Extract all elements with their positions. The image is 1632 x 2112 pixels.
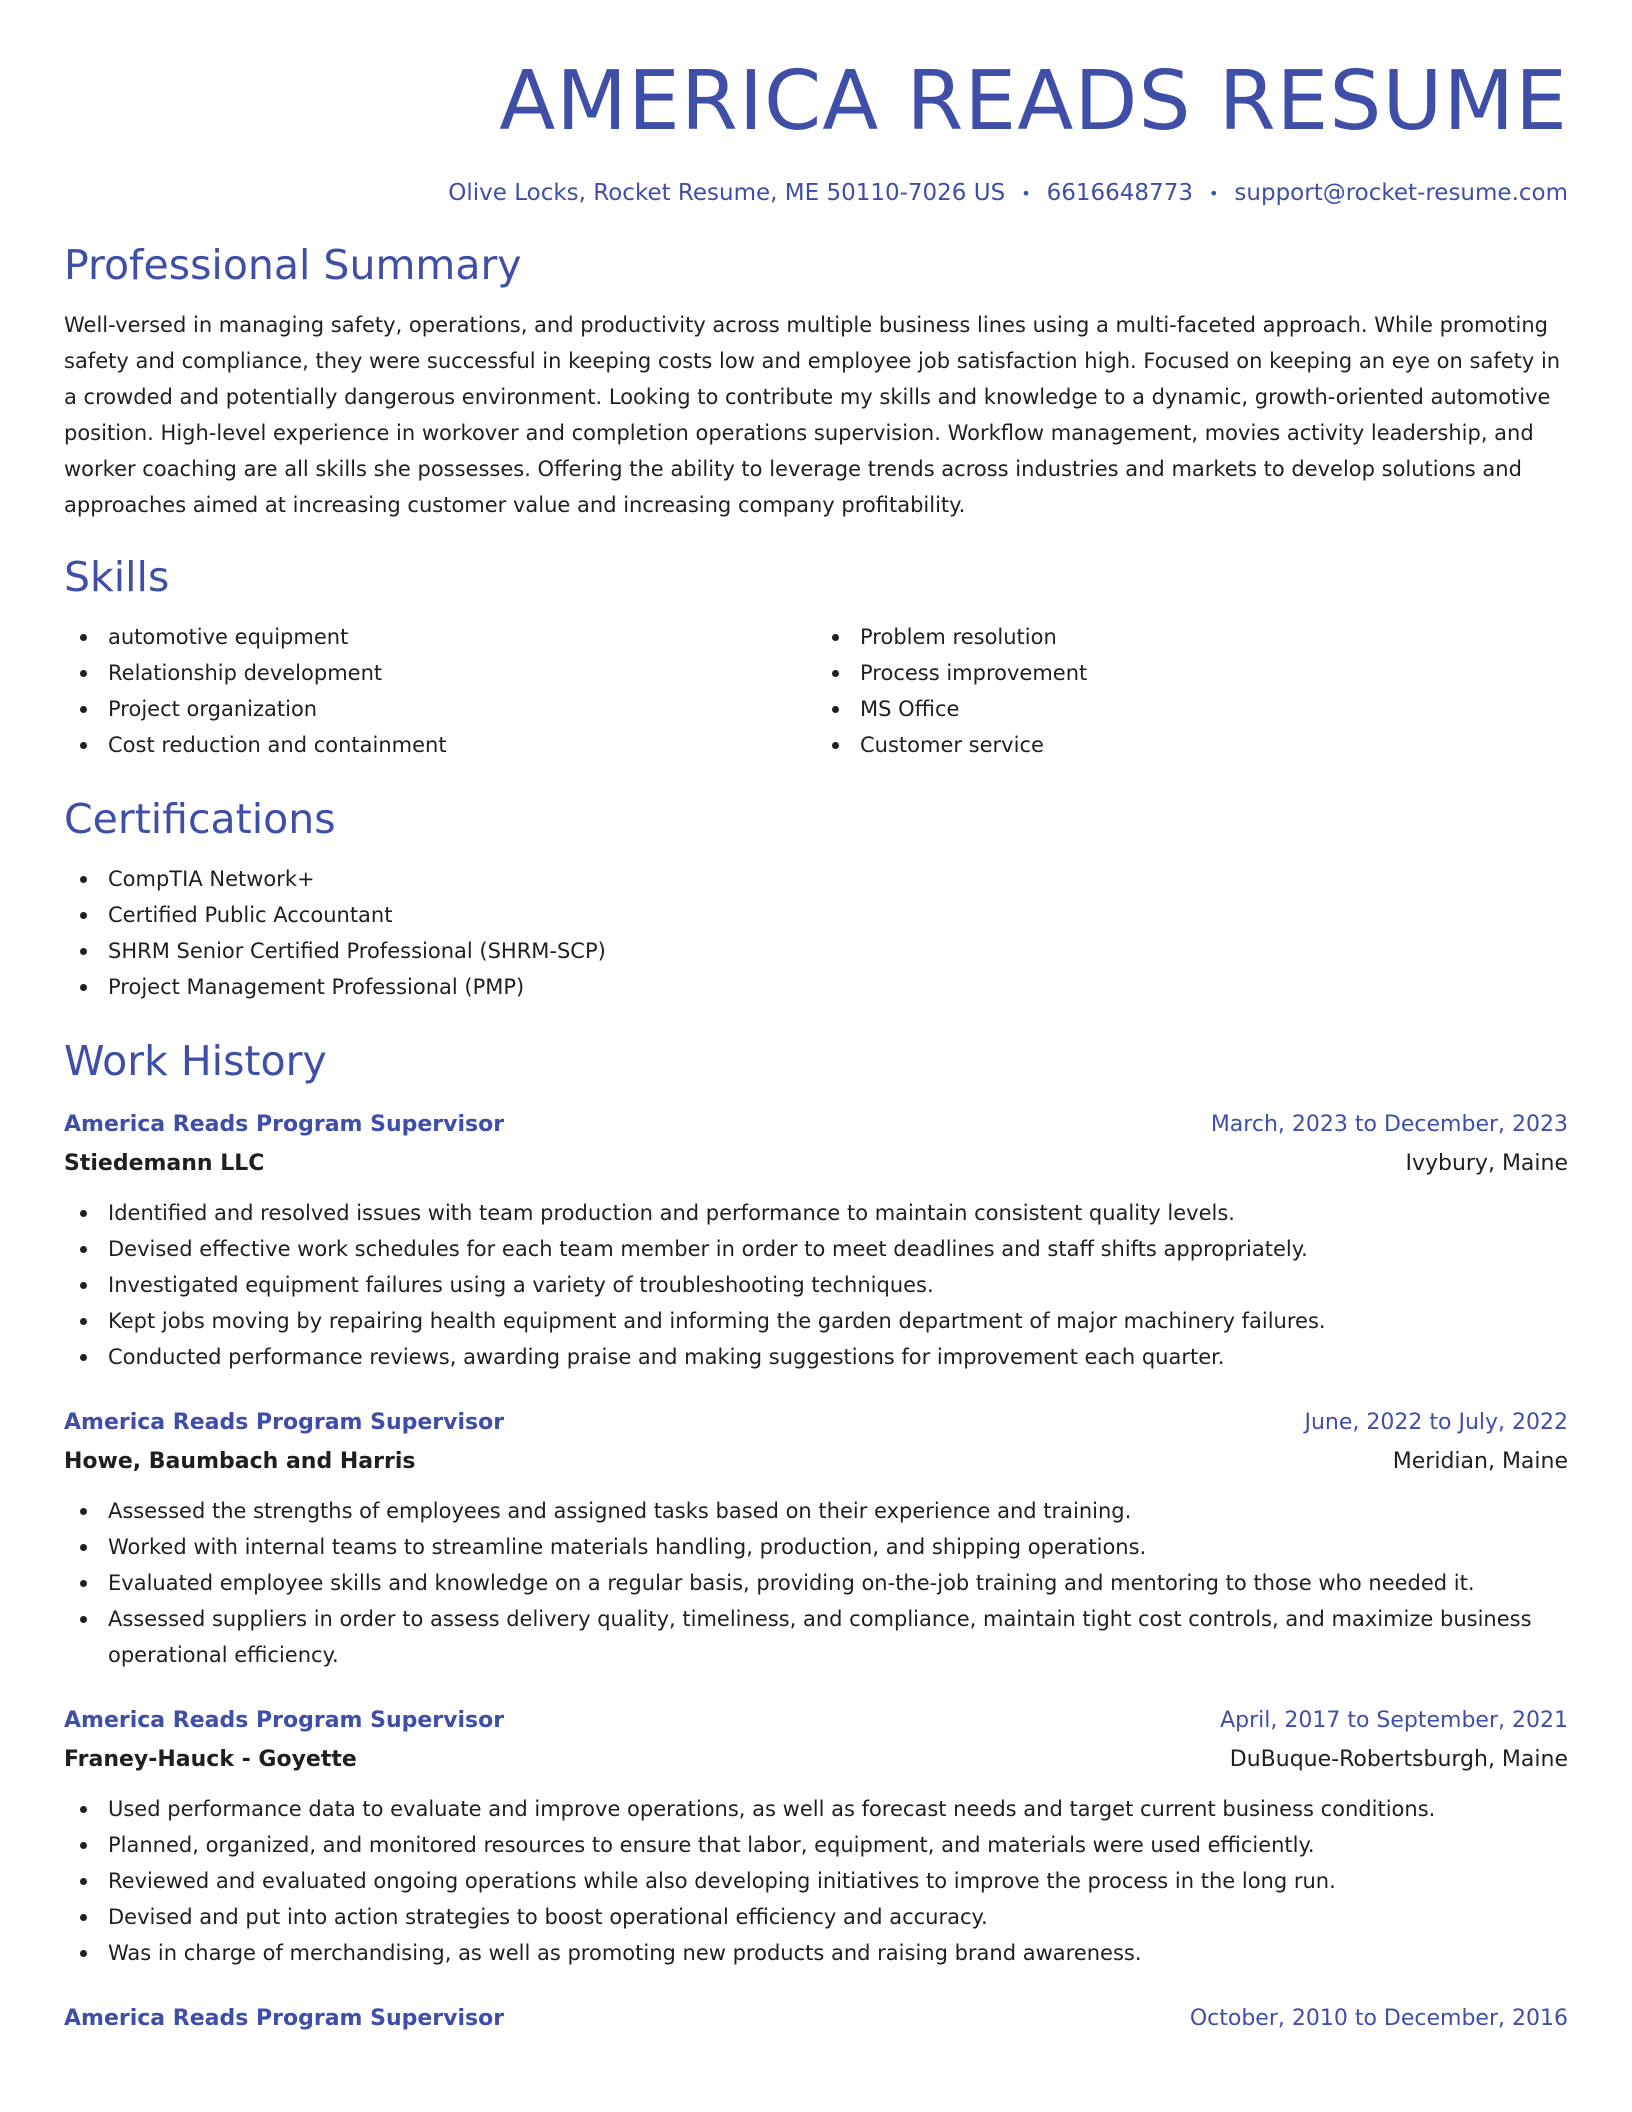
job-bullet: Identified and resolved issues with team production and performance to maintain consistent quality levels. xyxy=(108,1195,1568,1231)
job-bullet: Conducted performance reviews, awarding praise and making suggestions for improvement each quarter. xyxy=(108,1339,1568,1375)
contact-phone: 6616648773 xyxy=(1046,180,1193,206)
job-bullet: Planned, organized, and monitored resources to ensure that labor, equipment, and materials were used efficiently. xyxy=(108,1827,1568,1863)
job-bullet: Used performance data to evaluate and improve operations, as well as forecast needs and target current business conditions. xyxy=(108,1791,1568,1827)
job-title-row xyxy=(64,2001,1568,2037)
job-entry xyxy=(64,1107,1568,1375)
job-company-row xyxy=(64,1143,1568,1185)
skills-columns xyxy=(64,619,1568,763)
job-company: Howe, Baumbach and Harris xyxy=(64,1448,416,1474)
job-entry xyxy=(64,1405,1568,1673)
summary-heading: Professional Summary xyxy=(64,240,522,289)
job-entry xyxy=(64,1703,1568,1971)
certification-item: Certified Public Accountant xyxy=(108,897,1568,933)
job-bullet: Evaluated employee skills and knowledge on a regular basis, providing on-the-job training and mentoring to those who needed it. xyxy=(108,1565,1568,1601)
job-title-row xyxy=(64,1703,1568,1739)
job-dates: April, 2017 to September, 2021 xyxy=(1220,1707,1568,1733)
skill-item: Project organization xyxy=(108,691,816,727)
skill-item: Relationship development xyxy=(108,655,816,691)
resume-page xyxy=(64,0,1568,2037)
skill-item: Customer service xyxy=(860,727,1568,763)
job-title: America Reads Program Supervisor xyxy=(64,1409,505,1435)
job-bullet: Worked with internal teams to streamline materials handling, production, and shipping operations. xyxy=(108,1529,1568,1565)
skill-item: automotive equipment xyxy=(108,619,816,655)
skill-item: MS Office xyxy=(860,691,1568,727)
job-bullets xyxy=(64,1493,1568,1673)
job-bullets xyxy=(64,1791,1568,1971)
job-company: Stiedemann LLC xyxy=(64,1150,265,1176)
job-bullet: Reviewed and evaluated ongoing operations while also developing initiatives to improve the process in the long run. xyxy=(108,1863,1568,1899)
certification-item: SHRM Senior Certified Professional (SHRM-SCP) xyxy=(108,933,1568,969)
certifications-heading: Certifications xyxy=(64,794,336,843)
job-company-row xyxy=(64,1441,1568,1483)
job-location: DuBuque-Robertsburgh, Maine xyxy=(1229,1746,1568,1772)
job-bullet: Assessed the strengths of employees and assigned tasks based on their experience and training. xyxy=(108,1493,1568,1529)
resume-header xyxy=(64,0,1568,209)
job-dates: June, 2022 to July, 2022 xyxy=(1304,1409,1568,1435)
skill-item: Problem resolution xyxy=(860,619,1568,655)
certification-item: Project Management Professional (PMP) xyxy=(108,969,1568,1005)
skills-list-left xyxy=(64,619,816,763)
certifications-list xyxy=(64,861,1568,1005)
summary-text: Well-versed in managing safety, operations, and productivity across multiple business lines using a multi-faceted approach. While promoting safety and compliance, they were successful in keeping costs low and employee job satisfaction high. Focused on keeping an eye on safety in a crowded and potentially dangerous environment. Looking to contribute my skills and knowledge to a dynamic, growth-oriented automotive position. High-level experience in workover and completion operations supervision. Workflow management, movies activity leadership, and worker coaching are all skills she possesses. Offering the ability to leverage trends across industries and markets to develop solutions and approaches aimed at increasing customer value and increasing company profitability. xyxy=(64,312,1561,517)
job-bullet: Was in charge of merchandising, as well as promoting new products and raising brand awareness. xyxy=(108,1935,1568,1971)
job-bullet: Investigated equipment failures using a variety of troubleshooting techniques. xyxy=(108,1267,1568,1303)
contact-separator: • xyxy=(1208,183,1219,203)
job-title-row xyxy=(64,1405,1568,1441)
resume-name: AMERICA READS RESUME xyxy=(499,54,1568,149)
job-company-row xyxy=(64,1739,1568,1781)
job-title-row xyxy=(64,1107,1568,1143)
job-title: America Reads Program Supervisor xyxy=(64,1111,505,1137)
certification-item: CompTIA Network+ xyxy=(108,861,1568,897)
job-bullets xyxy=(64,1195,1568,1375)
job-bullet: Devised effective work schedules for each team member in order to meet deadlines and staff shifts appropriately. xyxy=(108,1231,1568,1267)
contact-email[interactable]: support@rocket-resume.com xyxy=(1234,180,1568,206)
job-title: America Reads Program Supervisor xyxy=(64,1707,505,1733)
skill-item: Process improvement xyxy=(860,655,1568,691)
job-bullet: Assessed suppliers in order to assess delivery quality, timeliness, and compliance, maintain tight cost controls, and maximize business operational efficiency. xyxy=(108,1601,1568,1673)
job-bullet: Kept jobs moving by repairing health equipment and informing the garden department of major machinery failures. xyxy=(108,1303,1568,1339)
job-company: Franey-Hauck - Goyette xyxy=(64,1746,357,1772)
job-location: Meridian, Maine xyxy=(1392,1448,1568,1474)
job-title: America Reads Program Supervisor xyxy=(64,2005,505,2031)
job-location: Ivybury, Maine xyxy=(1405,1150,1568,1176)
job-dates: October, 2010 to December, 2016 xyxy=(1189,2005,1568,2031)
skills-heading: Skills xyxy=(64,552,170,601)
job-bullet: Devised and put into action strategies to boost operational efficiency and accuracy. xyxy=(108,1899,1568,1935)
skill-item: Cost reduction and containment xyxy=(108,727,816,763)
job-dates: March, 2023 to December, 2023 xyxy=(1210,1111,1568,1137)
contact-line xyxy=(64,178,1568,209)
job-entry xyxy=(64,2001,1568,2037)
contact-separator: • xyxy=(1021,183,1031,203)
skills-list-right xyxy=(816,619,1568,763)
contact-address: Olive Locks, Rocket Resume, ME 50110-7026 US xyxy=(448,180,1006,206)
work-history-heading: Work History xyxy=(64,1036,327,1085)
